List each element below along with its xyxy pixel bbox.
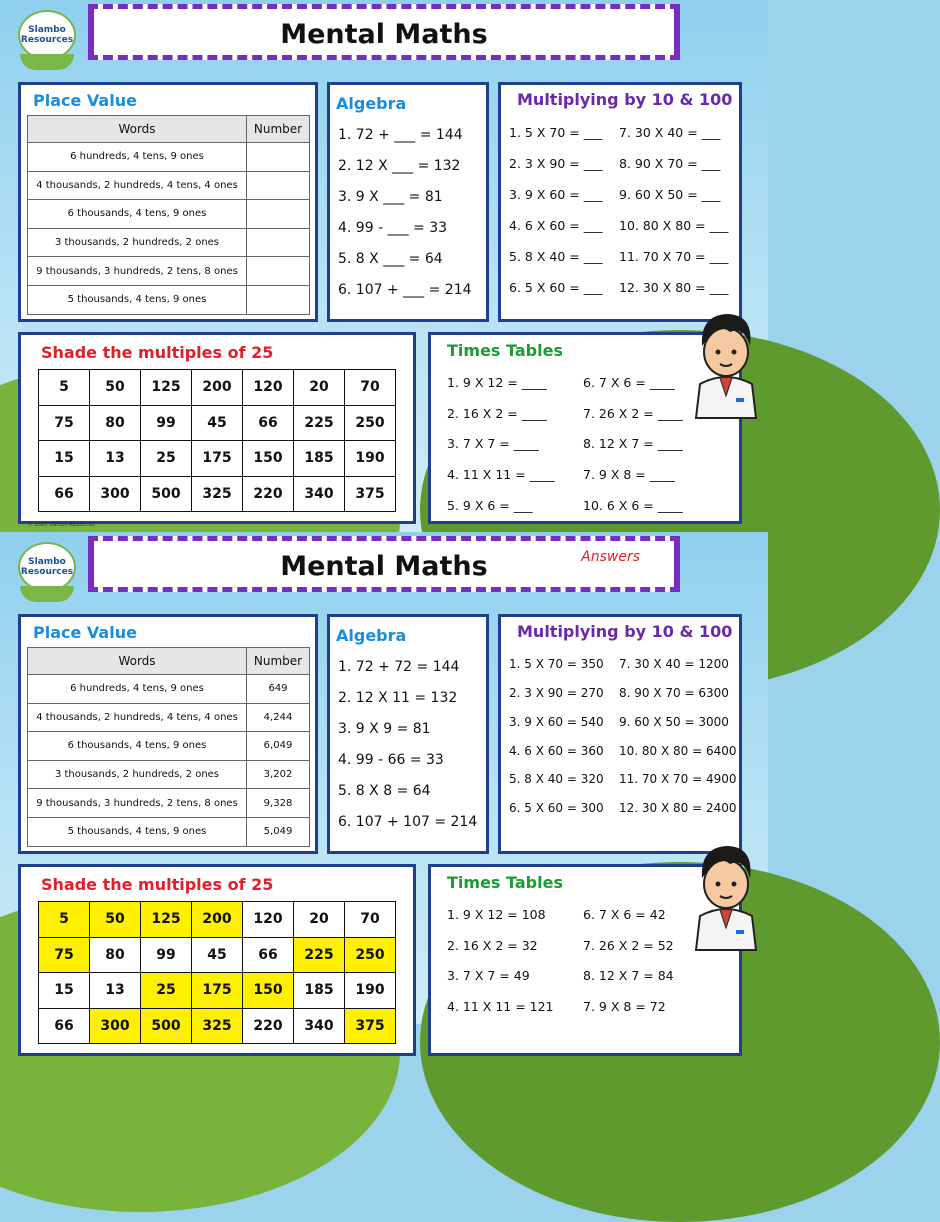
grid-row	[39, 405, 396, 441]
answer-cell[interactable]	[247, 143, 310, 172]
grid-cell[interactable]: 15	[39, 973, 90, 1009]
grid-cell[interactable]: 125	[141, 370, 192, 406]
grid-cell[interactable]: 20	[294, 902, 345, 938]
algebra-question: 3. 9 X ___ = 81	[338, 189, 443, 205]
multiply-question: 4. 6 X 60 = ___	[509, 218, 603, 233]
table-row: 6 hundreds, 4 tens, 9 ones	[28, 143, 310, 172]
grid-cell[interactable]: 300	[90, 1008, 141, 1044]
times-question: 5. 9 X 6 = ___	[447, 498, 533, 513]
worksheet-answers	[0, 532, 768, 1034]
multiply-question: 11. 70 X 70 = ___	[619, 249, 729, 264]
copyright-text: © 2020 Slambo Resources	[28, 522, 95, 528]
grid-cell[interactable]: 99	[141, 405, 192, 441]
multiply-answer: 10. 80 X 80 = 6400	[619, 744, 737, 758]
times-answer: 8. 12 X 7 = 84	[583, 968, 674, 983]
scientist-boy-illustration	[690, 306, 762, 418]
times-question: 7. 26 X 2 = ____	[583, 406, 683, 421]
grid-row	[39, 441, 396, 477]
page-title: Mental Maths	[280, 19, 488, 50]
multiply-question: 5. 8 X 40 = ___	[509, 249, 603, 264]
grid-cell[interactable]: 75	[39, 405, 90, 441]
times-answer: 6. 7 X 6 = 42	[583, 907, 666, 922]
grid-cell[interactable]: 120	[243, 902, 294, 938]
grid-cell[interactable]: 250	[345, 405, 396, 441]
multiples-panel	[18, 864, 416, 1056]
answer-cell[interactable]	[247, 285, 310, 314]
multiply-question: 8. 90 X 70 = ___	[619, 156, 721, 171]
times-answer: 7. 26 X 2 = 52	[583, 938, 674, 953]
grid-cell[interactable]: 80	[90, 405, 141, 441]
times-question: 6. 7 X 6 = ____	[583, 375, 675, 390]
grid-cell[interactable]: 190	[345, 441, 396, 477]
multiples-title: Shade the multiples of 25	[41, 875, 274, 894]
multiples-grid-shaded	[38, 901, 396, 1044]
algebra-question: 4. 99 - ___ = 33	[338, 220, 448, 236]
multiples-title: Shade the multiples of 25	[41, 343, 274, 362]
times-question: 2. 16 X 2 = ____	[447, 406, 547, 421]
algebra-answer: 2. 12 X 11 = 132	[338, 690, 458, 706]
place-value-panel	[18, 82, 318, 322]
title-banner	[88, 4, 680, 60]
multiply-answer: 1. 5 X 70 = 350	[509, 657, 604, 671]
grid-cell[interactable]: 120	[243, 370, 294, 406]
grid-cell[interactable]: 66	[243, 937, 294, 973]
title-banner	[88, 536, 680, 592]
table-row: 6 thousands, 4 tens, 9 ones 6,049	[28, 732, 310, 761]
algebra-panel	[327, 82, 489, 322]
multiply-answer: 12. 30 X 80 = 2400	[619, 801, 737, 815]
table-row: 6 thousands, 4 tens, 9 ones	[28, 200, 310, 229]
answer-cell[interactable]	[247, 228, 310, 257]
times-tables-title: Times Tables	[447, 341, 563, 360]
grid-cell[interactable]: 220	[243, 1008, 294, 1044]
grid-cell[interactable]: 150	[243, 441, 294, 477]
grid-cell[interactable]: 80	[90, 937, 141, 973]
table-row: 4 thousands, 2 hundreds, 4 tens, 4 ones 4,244	[28, 703, 310, 732]
times-answer: 7. 9 X 8 = 72	[583, 999, 666, 1014]
times-question: 4. 11 X 11 = ____	[447, 467, 555, 482]
algebra-question: 6. 107 + ___ = 214	[338, 282, 472, 298]
grid-cell[interactable]: 325	[192, 1008, 243, 1044]
times-question: 3. 7 X 7 = ____	[447, 436, 539, 451]
place-value-table	[27, 115, 310, 315]
multiplying-title: Multiplying by 10 & 100	[517, 90, 733, 109]
table-row: 6 hundreds, 4 tens, 9 ones 649	[28, 675, 310, 704]
grid-cell[interactable]: 500	[141, 476, 192, 512]
grid-cell[interactable]: 340	[294, 476, 345, 512]
place-value-title: Place Value	[33, 623, 137, 642]
times-answer: 2. 16 X 2 = 32	[447, 938, 538, 953]
multiples-panel	[18, 332, 416, 524]
page-title: Mental Maths	[280, 551, 488, 582]
multiply-answer: 7. 30 X 40 = 1200	[619, 657, 729, 671]
multiply-question: 2. 3 X 90 = ___	[509, 156, 603, 171]
multiply-answer: 8. 90 X 70 = 6300	[619, 686, 729, 700]
multiply-question: 3. 9 X 60 = ___	[509, 187, 603, 202]
grid-row	[39, 937, 396, 973]
table-row: 5 thousands, 4 tens, 9 ones	[28, 285, 310, 314]
grid-row	[39, 476, 396, 512]
grid-cell[interactable]: 66	[243, 405, 294, 441]
multiplying-panel	[498, 82, 742, 322]
column-header: Number	[247, 648, 310, 675]
table-row: 9 thousands, 3 hundreds, 2 tens, 8 ones	[28, 257, 310, 286]
multiply-answer: 4. 6 X 60 = 360	[509, 744, 604, 758]
place-value-table	[27, 647, 310, 847]
grid-cell[interactable]: 375	[345, 476, 396, 512]
grid-cell[interactable]: 225	[294, 937, 345, 973]
grid-cell[interactable]: 45	[192, 937, 243, 973]
multiples-grid	[38, 369, 396, 512]
multiply-answer: 9. 60 X 50 = 3000	[619, 715, 729, 729]
place-value-panel	[18, 614, 318, 854]
times-question: 10. 6 X 6 = ____	[583, 498, 683, 513]
grid-cell[interactable]: 66	[39, 1008, 90, 1044]
grid-cell[interactable]: 70	[345, 370, 396, 406]
grid-cell[interactable]: 500	[141, 1008, 192, 1044]
times-question: 1. 9 X 12 = ____	[447, 375, 547, 390]
answer-cell[interactable]	[247, 171, 310, 200]
times-answer: 4. 11 X 11 = 121	[447, 999, 554, 1014]
grid-cell[interactable]: 200	[192, 902, 243, 938]
times-answer: 1. 9 X 12 = 108	[447, 907, 546, 922]
times-tables-title: Times Tables	[447, 873, 563, 892]
grid-cell[interactable]: 20	[294, 370, 345, 406]
grid-row	[39, 973, 396, 1009]
times-answer: 3. 7 X 7 = 49	[447, 968, 530, 983]
algebra-question: 1. 72 + ___ = 144	[338, 127, 463, 143]
grid-cell[interactable]: 25	[141, 441, 192, 477]
algebra-title: Algebra	[336, 94, 407, 113]
answer-cell[interactable]	[247, 200, 310, 229]
slambo-logo: Slambo Resources	[14, 8, 80, 72]
grid-cell[interactable]: 125	[141, 902, 192, 938]
table-row: 3 thousands, 2 hundreds, 2 ones	[28, 228, 310, 257]
grid-cell[interactable]: 190	[345, 973, 396, 1009]
grid-cell[interactable]: 50	[90, 370, 141, 406]
grid-cell[interactable]: 13	[90, 441, 141, 477]
algebra-question: 5. 8 X ___ = 64	[338, 251, 443, 267]
grid-cell[interactable]: 175	[192, 441, 243, 477]
slambo-logo: Slambo Resources	[14, 540, 80, 604]
grid-cell[interactable]: 340	[294, 1008, 345, 1044]
grid-cell[interactable]: 185	[294, 973, 345, 1009]
answers-label: Answers	[581, 549, 640, 565]
table-row: 4 thousands, 2 hundreds, 4 tens, 4 ones	[28, 171, 310, 200]
grid-cell[interactable]: 45	[192, 405, 243, 441]
algebra-answer: 6. 107 + 107 = 214	[338, 814, 478, 830]
worksheet-questions	[0, 0, 768, 532]
grid-cell[interactable]: 300	[90, 476, 141, 512]
algebra-answer: 1. 72 + 72 = 144	[338, 659, 460, 675]
grid-cell[interactable]: 175	[192, 973, 243, 1009]
grid-cell[interactable]: 99	[141, 937, 192, 973]
multiply-question: 12. 30 X 80 = ___	[619, 280, 729, 295]
grid-cell[interactable]: 15	[39, 441, 90, 477]
grid-cell[interactable]: 66	[39, 476, 90, 512]
grid-cell[interactable]: 200	[192, 370, 243, 406]
multiply-question: 9. 60 X 50 = ___	[619, 187, 721, 202]
place-value-title: Place Value	[33, 91, 137, 110]
grid-cell[interactable]: 325	[192, 476, 243, 512]
multiplying-title: Multiplying by 10 & 100	[517, 622, 733, 641]
times-question: 8. 12 X 7 = ____	[583, 436, 683, 451]
multiplying-panel	[498, 614, 742, 854]
column-header: Words	[28, 648, 247, 675]
algebra-title: Algebra	[336, 626, 407, 645]
multiply-answer: 5. 8 X 40 = 320	[509, 772, 604, 786]
grid-cell[interactable]: 225	[294, 405, 345, 441]
grid-cell[interactable]: 375	[345, 1008, 396, 1044]
grid-cell[interactable]: 70	[345, 902, 396, 938]
scientist-boy-illustration	[690, 838, 762, 950]
column-header: Number	[247, 116, 310, 143]
grid-cell[interactable]: 75	[39, 937, 90, 973]
multiply-question: 6. 5 X 60 = ___	[509, 280, 603, 295]
grid-row	[39, 1008, 396, 1044]
multiply-answer: 11. 70 X 70 = 4900	[619, 772, 737, 786]
grid-cell[interactable]: 150	[243, 973, 294, 1009]
table-row: 3 thousands, 2 hundreds, 2 ones 3,202	[28, 760, 310, 789]
multiply-answer: 2. 3 X 90 = 270	[509, 686, 604, 700]
grid-cell[interactable]: 13	[90, 973, 141, 1009]
algebra-question: 2. 12 X ___ = 132	[338, 158, 461, 174]
multiply-question: 10. 80 X 80 = ___	[619, 218, 729, 233]
grid-row	[39, 902, 396, 938]
grid-cell[interactable]: 250	[345, 937, 396, 973]
algebra-answer: 5. 8 X 8 = 64	[338, 783, 431, 799]
algebra-answer: 4. 99 - 66 = 33	[338, 752, 444, 768]
grid-cell[interactable]: 25	[141, 973, 192, 1009]
table-row: 9 thousands, 3 hundreds, 2 tens, 8 ones 9,328	[28, 789, 310, 818]
multiply-answer: 6. 5 X 60 = 300	[509, 801, 604, 815]
answer-cell[interactable]	[247, 257, 310, 286]
grid-cell[interactable]: 220	[243, 476, 294, 512]
multiply-answer: 3. 9 X 60 = 540	[509, 715, 604, 729]
column-header: Words	[28, 116, 247, 143]
grid-cell[interactable]: 50	[90, 902, 141, 938]
algebra-answer: 3. 9 X 9 = 81	[338, 721, 431, 737]
grid-cell[interactable]: 185	[294, 441, 345, 477]
table-row: 5 thousands, 4 tens, 9 ones 5,049	[28, 817, 310, 846]
algebra-panel	[327, 614, 489, 854]
multiply-question: 7. 30 X 40 = ___	[619, 125, 721, 140]
grid-cell[interactable]: 5	[39, 902, 90, 938]
multiply-question: 1. 5 X 70 = ___	[509, 125, 603, 140]
grid-cell[interactable]: 5	[39, 370, 90, 406]
grid-row	[39, 370, 396, 406]
times-question: 7. 9 X 8 = ____	[583, 467, 675, 482]
